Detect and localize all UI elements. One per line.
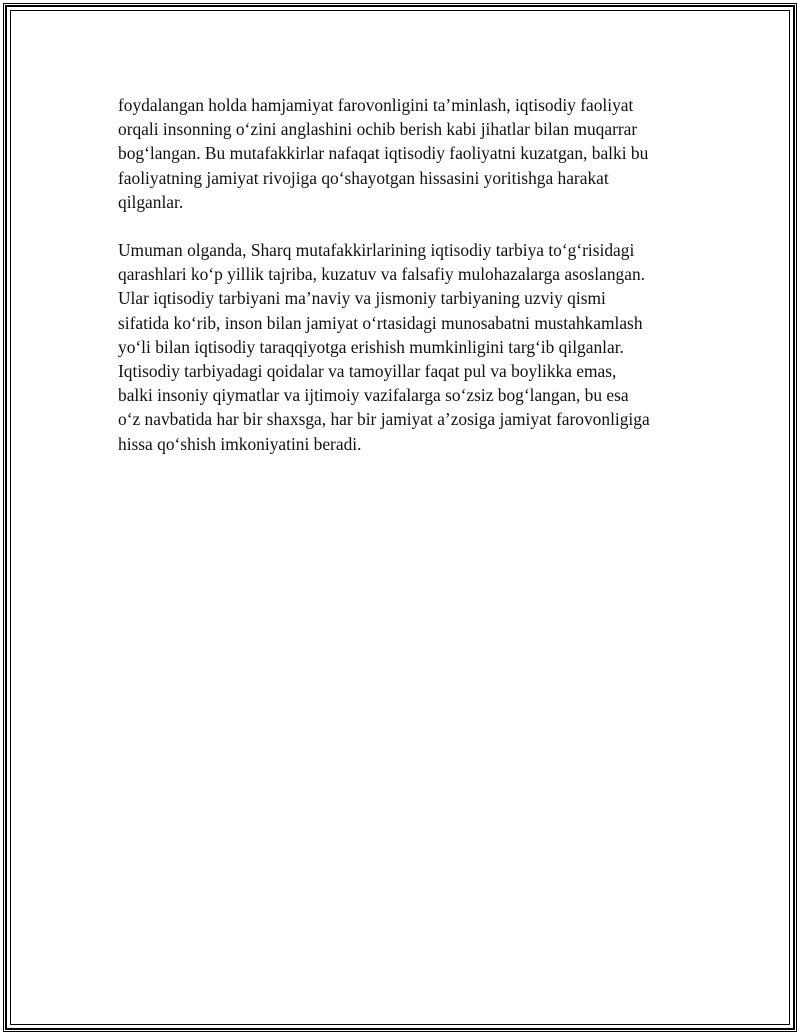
text-line: o‘z navbatida har bir shaxsga, har bir jamiyat a’zosiga jamiyat farovonligiga (118, 409, 650, 430)
text-line: qarashlari ko‘p yillik tajriba, kuzatuv va falsafiy mulohazalarga asoslangan. (118, 264, 646, 285)
text-line: Iqtisodiy tarbiyadagi qoidalar va tamoyillar faqat pul va boylikka emas, (118, 361, 617, 382)
text-line: orqali insonning o‘zini anglashini ochib berish kabi jihatlar bilan muqarrar (118, 119, 638, 140)
text-line: qilganlar. (118, 191, 184, 212)
paragraph-1 (118, 93, 688, 214)
text-line: sifatida ko‘rib, inson bilan jamiyat o‘rtasidagi munosabatni mustahkamlash (118, 312, 643, 333)
text-line: yo‘li bilan iqtisodiy taraqqiyotga erishish mumkinligini targ‘ib qilganlar. (118, 336, 624, 357)
text-line: hissa qo‘shish imkoniyatini beradi. (118, 433, 362, 454)
text-line: Umuman olganda, Sharq mutafakkirlarining iqtisodiy tarbiya to‘g‘risidagi (118, 240, 635, 261)
text-line: bog‘langan. Bu mutafakkirlar nafaqat iqtisodiy faoliyatni kuzatgan, balki bu (118, 143, 649, 164)
document-body (118, 93, 688, 480)
text-line: foydalangan holda hamjamiyat farovonligini ta’minlash, iqtisodiy faoliyat (118, 95, 634, 115)
text-line: Ular iqtisodiy tarbiyani ma’naviy va jismoniy tarbiyaning uzviy qismi (118, 288, 606, 309)
paragraph-2 (118, 238, 688, 456)
text-line: balki insoniy qiymatlar va ijtimoiy vazifalarga so‘zsiz bog‘langan, bu esa (118, 385, 629, 406)
text-line: faoliyatning jamiyat rivojiga qo‘shayotgan hissasini yoritishga harakat (118, 167, 609, 188)
